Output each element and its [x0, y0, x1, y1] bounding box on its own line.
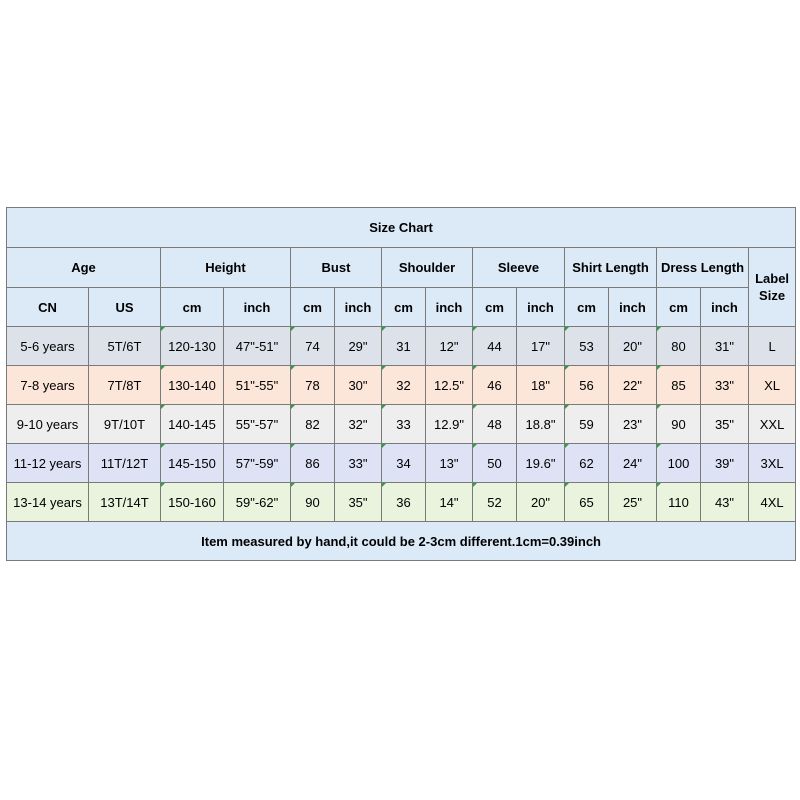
height-inch-cell: 59"-62" [224, 483, 291, 522]
table-row [7, 483, 796, 522]
shoulder-inch-cell: 12.5" [426, 366, 473, 405]
shirt-length-inch-cell: 23" [609, 405, 657, 444]
shirt-length-header: Shirt Length [565, 248, 657, 288]
dress-length-cm-cell: 110 [657, 483, 701, 522]
height-inch-cell: 57"-59" [224, 444, 291, 483]
age-header: Age [7, 248, 161, 288]
shirt-length-inch-cell: 24" [609, 444, 657, 483]
shoulder-cm-subheader: cm [382, 288, 426, 327]
us-size-cell: 5T/6T [89, 327, 161, 366]
shoulder-inch-subheader: inch [426, 288, 473, 327]
table-row [7, 366, 796, 405]
bust-cm-cell: 78 [291, 366, 335, 405]
shirt-length-cm-cell: 59 [565, 405, 609, 444]
height-header: Height [161, 248, 291, 288]
us-size-cell: 9T/10T [89, 405, 161, 444]
cn-age-cell: 9-10 years [7, 405, 89, 444]
height-inch-subheader: inch [224, 288, 291, 327]
sleeve-inch-subheader: inch [517, 288, 565, 327]
table-row [7, 444, 796, 483]
height-cm-cell: 150-160 [161, 483, 224, 522]
sleeve-inch-cell: 18.8" [517, 405, 565, 444]
label-size-cell: 3XL [749, 444, 796, 483]
height-inch-cell: 55"-57" [224, 405, 291, 444]
table-row [7, 405, 796, 444]
sleeve-cm-cell: 46 [473, 366, 517, 405]
us-subheader: US [89, 288, 161, 327]
cn-age-cell: 13-14 years [7, 483, 89, 522]
shirt-length-cm-subheader: cm [565, 288, 609, 327]
dress-length-cm-cell: 90 [657, 405, 701, 444]
bust-cm-cell: 74 [291, 327, 335, 366]
label-size-cell: XXL [749, 405, 796, 444]
height-inch-cell: 47"-51" [224, 327, 291, 366]
shoulder-cm-cell: 36 [382, 483, 426, 522]
dress-length-inch-subheader: inch [701, 288, 749, 327]
dress-length-cm-cell: 85 [657, 366, 701, 405]
shoulder-inch-cell: 12.9" [426, 405, 473, 444]
label-size-cell: L [749, 327, 796, 366]
sleeve-inch-cell: 18" [517, 366, 565, 405]
bust-inch-cell: 32" [335, 405, 382, 444]
us-size-cell: 7T/8T [89, 366, 161, 405]
sleeve-cm-cell: 50 [473, 444, 517, 483]
sleeve-inch-cell: 20" [517, 483, 565, 522]
shirt-length-cm-cell: 56 [565, 366, 609, 405]
shoulder-cm-cell: 33 [382, 405, 426, 444]
bust-cm-cell: 82 [291, 405, 335, 444]
label-size-header: Label Size [749, 248, 796, 327]
sleeve-inch-cell: 19.6" [517, 444, 565, 483]
table-row [7, 327, 796, 366]
bust-inch-cell: 33" [335, 444, 382, 483]
height-cm-cell: 130-140 [161, 366, 224, 405]
bust-inch-subheader: inch [335, 288, 382, 327]
bust-inch-cell: 30" [335, 366, 382, 405]
shoulder-cm-cell: 31 [382, 327, 426, 366]
shoulder-inch-cell: 14" [426, 483, 473, 522]
dress-length-cm-cell: 100 [657, 444, 701, 483]
us-size-cell: 11T/12T [89, 444, 161, 483]
bust-inch-cell: 29" [335, 327, 382, 366]
shoulder-inch-cell: 13" [426, 444, 473, 483]
dress-length-cm-subheader: cm [657, 288, 701, 327]
cn-age-cell: 11-12 years [7, 444, 89, 483]
shirt-length-cm-cell: 53 [565, 327, 609, 366]
shirt-length-inch-cell: 20" [609, 327, 657, 366]
shirt-length-cm-cell: 65 [565, 483, 609, 522]
dress-length-inch-cell: 43" [701, 483, 749, 522]
dress-length-cm-cell: 80 [657, 327, 701, 366]
height-cm-cell: 145-150 [161, 444, 224, 483]
sleeve-header: Sleeve [473, 248, 565, 288]
shirt-length-inch-cell: 22" [609, 366, 657, 405]
dress-length-inch-cell: 33" [701, 366, 749, 405]
shirt-length-inch-subheader: inch [609, 288, 657, 327]
height-cm-cell: 120-130 [161, 327, 224, 366]
footer-note: Item measured by hand,it could be 2-3cm different.1cm=0.39inch [7, 522, 796, 561]
shoulder-inch-cell: 12" [426, 327, 473, 366]
dress-length-inch-cell: 39" [701, 444, 749, 483]
bust-cm-cell: 86 [291, 444, 335, 483]
bust-cm-cell: 90 [291, 483, 335, 522]
height-inch-cell: 51"-55" [224, 366, 291, 405]
height-cm-subheader: cm [161, 288, 224, 327]
sleeve-cm-cell: 48 [473, 405, 517, 444]
dress-length-header: Dress Length [657, 248, 749, 288]
label-size-cell: 4XL [749, 483, 796, 522]
shirt-length-inch-cell: 25" [609, 483, 657, 522]
us-size-cell: 13T/14T [89, 483, 161, 522]
shoulder-cm-cell: 34 [382, 444, 426, 483]
sleeve-inch-cell: 17" [517, 327, 565, 366]
sleeve-cm-cell: 44 [473, 327, 517, 366]
bust-cm-subheader: cm [291, 288, 335, 327]
shoulder-cm-cell: 32 [382, 366, 426, 405]
cn-age-cell: 5-6 years [7, 327, 89, 366]
shoulder-header: Shoulder [382, 248, 473, 288]
height-cm-cell: 140-145 [161, 405, 224, 444]
size-chart-table [6, 207, 796, 561]
cn-subheader: CN [7, 288, 89, 327]
cn-age-cell: 7-8 years [7, 366, 89, 405]
shirt-length-cm-cell: 62 [565, 444, 609, 483]
dress-length-inch-cell: 31" [701, 327, 749, 366]
sleeve-cm-subheader: cm [473, 288, 517, 327]
label-size-cell: XL [749, 366, 796, 405]
dress-length-inch-cell: 35" [701, 405, 749, 444]
bust-header: Bust [291, 248, 382, 288]
bust-inch-cell: 35" [335, 483, 382, 522]
chart-title: Size Chart [7, 208, 796, 248]
sleeve-cm-cell: 52 [473, 483, 517, 522]
